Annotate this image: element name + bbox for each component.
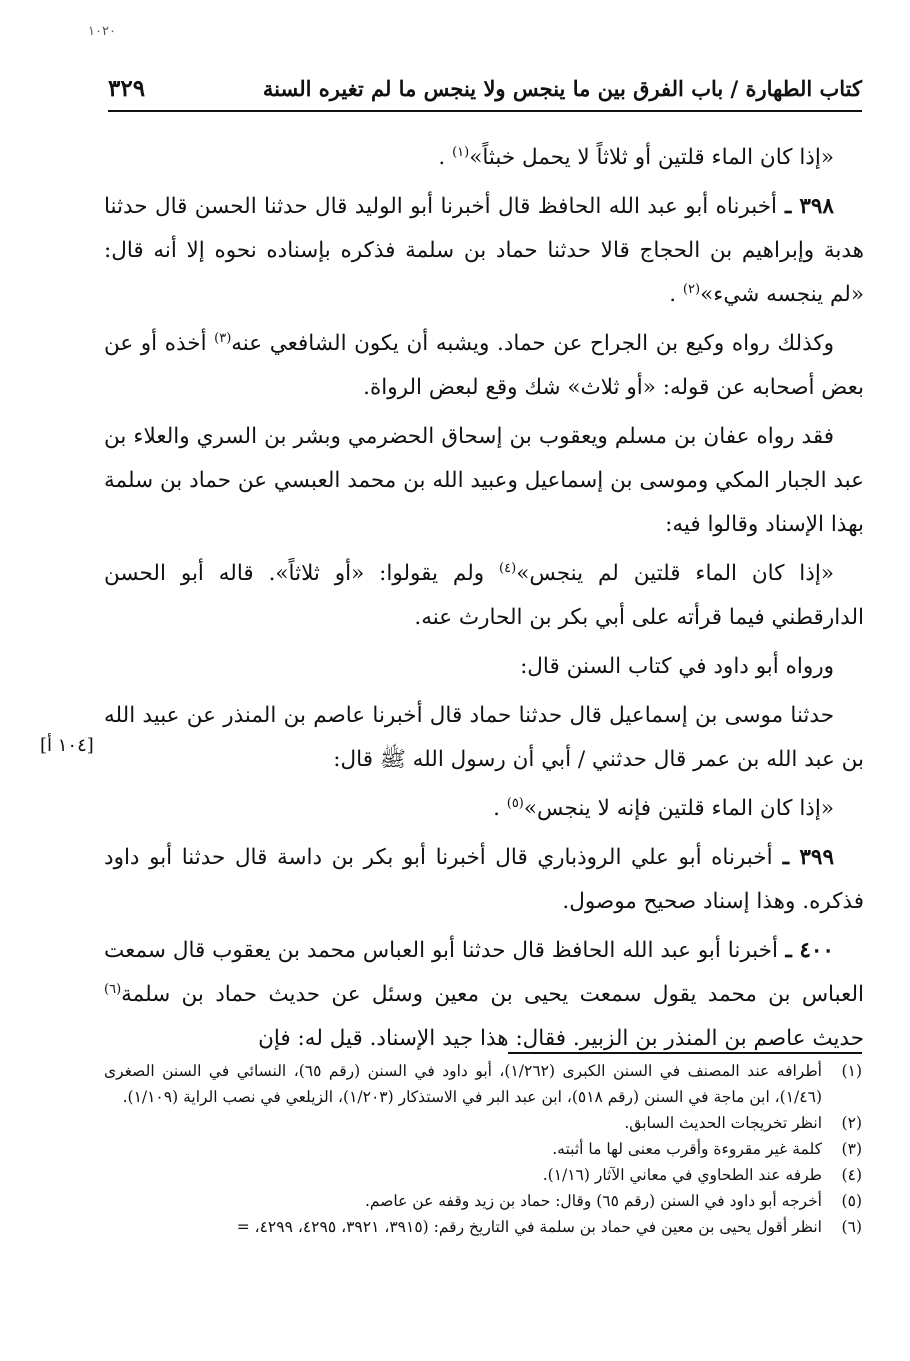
main-text [104, 136, 864, 1066]
footnote-2 [104, 1110, 862, 1136]
paragraph-5 [104, 552, 864, 640]
paragraph-text: حدثنا موسى بن إسماعيل قال حدثنا حماد قال أخبرنا عاصم بن المنذر عن عبيد الله بن عبد الله بن عمر قال حدثني / أبي أن رسول الله ﷺ قال: [104, 703, 864, 772]
paragraph-3 [104, 322, 864, 410]
corner-mark: ۱۰۲٠ [88, 24, 116, 39]
footnote-number: (٤) [841, 1166, 862, 1184]
paragraph-text: أخبرناه أبو عبد الله الحافظ قال أخبرنا أبو الوليد قال حدثنا الحسن قال حدثنا هدبة وإبراهيم بن الحجاج قالا حدثنا حماد بن سلمة فذكره بإسناده نحوه إلا أنه قال: «لم ينجسه شيء» [104, 194, 864, 307]
footnote-text: انظر أقول يحيى بن معين في حماد بن سلمة في التاريخ رقم: (٣٩١٥، ٣٩٢١، ٤٢٩٥، ٤٢٩٩، = [236, 1218, 822, 1236]
footnote-3 [104, 1136, 862, 1162]
footnote-ref-6: (٦) [104, 981, 122, 997]
paragraph-4 [104, 415, 864, 547]
paragraph-end: . [438, 145, 453, 170]
paragraph-text-cont: حديث عاصم بن المنذر بن الزبير. فقال: هذا جيد الإسناد. قيل له: فإن [258, 1026, 864, 1051]
hadith-number-398: ٣٩٨ ـ [777, 194, 834, 219]
quote-text: «إذا كان الماء قلتين لم ينجس» [516, 561, 834, 586]
footnote-text: أطرافه عند المصنف في السنن الكبرى (١/٢٦٢)، أبو داود في السنن (رقم ٦٥)، النسائي في السنن الصغرى (١/٤٦)، ابن ماجة في السنن (رقم ٥١٨)، ابن عبد البر في الاستذكار (١/٢٠٣)، الزيلعي في نصب الراية (١/١٠٩). [104, 1062, 822, 1106]
footnote-number: (٥) [841, 1192, 862, 1210]
quote-text: «إذا كان الماء قلتين فإنه لا ينجس» [523, 796, 834, 821]
footnote-text: كلمة غير مقروءة وأقرب معنى لها ما أثبته. [552, 1140, 822, 1158]
footnote-number: (٦) [841, 1218, 862, 1236]
paragraph-text: أخبرناه أبو علي الروذباري قال أخبرنا أبو بكر بن داسة قال حدثنا أبو داود فذكره. وهذا إسناد صحيح موصول. [104, 845, 864, 914]
paragraph-text: فقد رواه عفان بن مسلم ويعقوب بن إسحاق الحضرمي وبشر بن السري والعلاء بن عبد الجبار المكي وموسى بن إسماعيل وعبيد الله بن محمد العبسي عن حماد بن سلمة بهذا الإسناد وقالوا فيه: [104, 424, 864, 537]
paragraph-end: . [669, 282, 683, 307]
running-head [108, 66, 862, 112]
footnote-number: (٢) [841, 1114, 862, 1132]
footnote-text: انظر تخريجات الحديث السابق. [624, 1114, 822, 1132]
footnote-4 [104, 1162, 862, 1188]
paragraph-1 [104, 136, 864, 180]
paragraph-7 [104, 694, 864, 782]
footnote-text: طرفه عند الطحاوي في معاني الآثار (١/١٦). [542, 1166, 822, 1184]
paragraph-6 [104, 645, 864, 689]
paragraph-text: ورواه أبو داود في كتاب السنن قال: [520, 654, 834, 679]
footnote-ref-4: (٤) [499, 560, 517, 576]
paragraph-end: . [493, 796, 507, 821]
quote-text: «إذا كان الماء قلتين أو ثلاثاً لا يحمل خبثاً» [469, 145, 834, 170]
footnote-text: أخرجه أبو داود في السنن (رقم ٦٥) وقال: حماد بن زيد وقفه عن عاصم. [364, 1192, 822, 1210]
page-number: ٣٢٩ [108, 74, 146, 102]
footnote-number: (١) [841, 1062, 862, 1080]
footnote-ref-5: (٥) [506, 795, 524, 811]
hadith-number-399: ٣٩٩ ـ [772, 845, 835, 870]
footnote-6 [104, 1214, 862, 1240]
paragraph-400 [104, 929, 864, 1061]
paragraph-text-cont: ولم يقولوا: «أو ثلاثاً». قاله أبو الحسن الدارقطني فيما قرأته على أبي بكر بن الحارث عنه. [104, 561, 864, 630]
footnote-ref-1: (١) [452, 144, 470, 160]
footnotes [104, 1058, 862, 1240]
footnote-number: (٣) [841, 1140, 862, 1158]
paragraph-text: أخبرنا أبو عبد الله الحافظ قال حدثنا أبو العباس محمد بن يعقوب قال سمعت العباس بن محمد يقول سمعت يحيى بن معين وسئل عن حديث حماد بن سلمة [104, 938, 864, 1007]
footnote-5 [104, 1188, 862, 1214]
footnote-ref-2: (٢) [682, 281, 701, 297]
hadith-number-400: ٤٠٠ ـ [777, 938, 834, 963]
paragraph-398 [104, 185, 864, 317]
paragraph-text: وكذلك رواه وكيع بن الجراح عن حماد. ويشبه أن يكون الشافعي عنه [231, 331, 834, 356]
paragraph-399 [104, 836, 864, 924]
paragraph-8 [104, 787, 864, 831]
running-title: كتاب الطهارة / باب الفرق بين ما ينجس ولا ينجس ما لم تغيره السنة [262, 75, 862, 101]
footnote-divider [508, 1052, 862, 1054]
paragraph-text-cont: أخذه أو عن بعض أصحابه عن قوله: «أو ثلاث» شك وقع لبعض الرواة. [104, 331, 864, 400]
footnote-1 [104, 1058, 862, 1110]
margin-folio-note: [١٠٤ أ] [40, 735, 94, 756]
footnote-ref-3: (٣) [214, 330, 232, 346]
